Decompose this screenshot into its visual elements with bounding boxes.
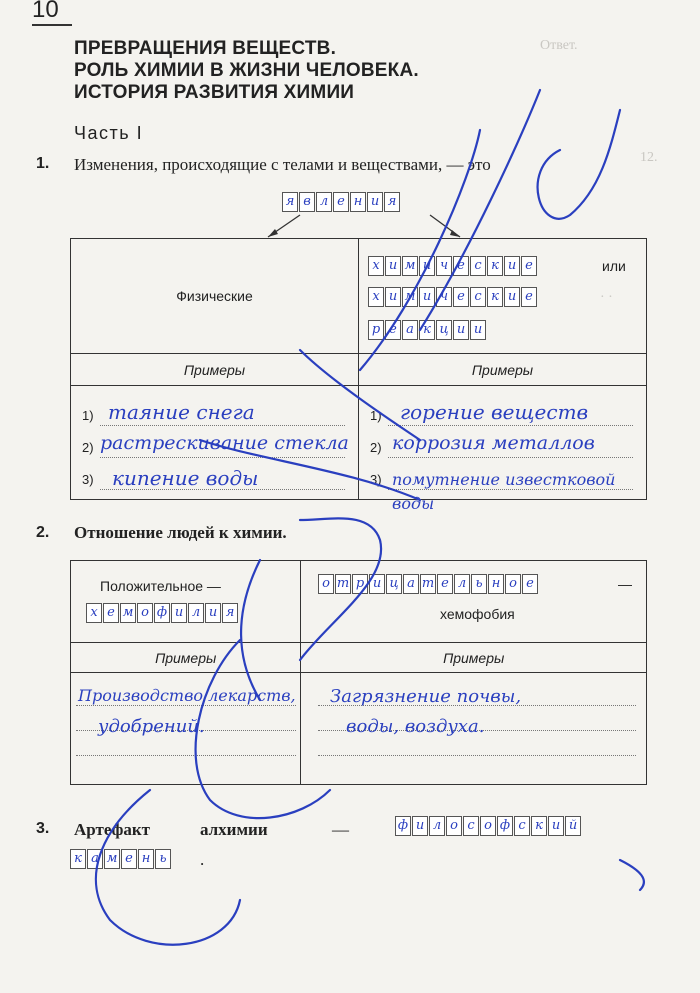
letter-box: ф [395,816,411,836]
letter-box: и [385,287,401,307]
question-number: 2. [36,524,50,541]
examples-label: Примеры [301,643,647,673]
item-number: 2) [370,440,382,455]
letter-box: и [385,256,401,276]
letter-box: е [103,603,119,623]
letter-box: с [470,256,486,276]
examples-label: Примеры [71,354,359,386]
letter-box: а [402,320,418,340]
item-number: 3) [370,472,382,487]
letter-box: к [70,849,86,869]
letter-box: н [350,192,366,212]
letter-box: ф [497,816,513,836]
answer-positive-line2: удобрений. [98,716,205,737]
period: . [200,850,205,869]
letter-box: е [333,192,349,212]
question-number: 3. [36,820,50,837]
title-line: ПРЕВРАЩЕНИЯ ВЕЩЕСТВ. [74,38,337,59]
page-number: 10 [32,0,72,26]
letter-box: о [318,574,334,594]
letter-box: и [412,816,428,836]
answer-chemical-3: помутнение известковой воды [392,470,616,513]
letter-box: к [487,256,503,276]
question-text-a: Артефакт [74,820,151,839]
answer-chemical-1: горение веществ [400,400,589,424]
letter-box: е [385,320,401,340]
letter-box: л [429,816,445,836]
letter-box: л [454,574,470,594]
letter-box: ч [436,287,452,307]
answer-positive-line1: Производство лекарств, [78,686,296,705]
letter-box: л [316,192,332,212]
letter-box: с [463,816,479,836]
letter-box: и [369,574,385,594]
letter-box: а [403,574,419,594]
letter-box: м [402,287,418,307]
question-number: 1. [36,155,50,172]
letter-box: р [352,574,368,594]
item-number: 1) [370,408,382,423]
letter-box: й [565,816,581,836]
letter-box: ь [155,849,171,869]
question-text: Изменения, происходящие с телами и веществами, — это [74,155,491,174]
letter-box: м [104,849,120,869]
letter-box: е [121,849,137,869]
letter-box: и [419,287,435,307]
letter-box: о [446,816,462,836]
letter-box: е [453,256,469,276]
letter-box: ч [436,256,452,276]
letter-box: л [188,603,204,623]
letter-box: и [205,603,221,623]
item-number: 3) [82,472,94,487]
letter-box: и [504,256,520,276]
letter-box: я [222,603,238,623]
answer-physical-2: растрескивание стекла [100,432,349,454]
letter-box: х [368,287,384,307]
dash: — [618,576,632,592]
letter-box: е [521,287,537,307]
bleed-through-text: 12. [640,150,658,165]
bleed-through-text: · · [600,290,613,305]
positive-label: Положительное — [100,578,221,594]
letter-box: с [514,816,530,836]
letter-box: и [453,320,469,340]
letter-box: е [437,574,453,594]
question-text: Отношение людей к химии. [74,523,287,542]
letter-box: ц [386,574,402,594]
letter-box: е [522,574,538,594]
letter-box: о [480,816,496,836]
letter-box: р [368,320,384,340]
answer-negative-line2: воды, воздуха. [346,716,485,737]
letter-box: ф [154,603,170,623]
dash: — [332,820,349,839]
letter-box: о [137,603,153,623]
examples-label: Примеры [359,354,647,386]
letter-box: я [282,192,298,212]
examples-label: Примеры [71,643,301,673]
letter-box: н [488,574,504,594]
letter-box: и [548,816,564,836]
letter-box: и [171,603,187,623]
answer-chemical-2: коррозия металлов [392,432,595,454]
letter-box: и [504,287,520,307]
hemophobia-label: хемофобия [440,606,515,622]
letter-box: к [419,320,435,340]
letter-box: я [384,192,400,212]
answer-physical-3: кипение воды [112,466,259,490]
letter-box: в [299,192,315,212]
title-line: РОЛЬ ХИМИИ В ЖИЗНИ ЧЕЛОВЕКА. [74,60,419,81]
letter-box: х [86,603,102,623]
answer-physical-1: таяние снега [108,400,255,424]
letter-box: т [420,574,436,594]
letter-box: т [335,574,351,594]
letter-box: е [521,256,537,276]
part-label: Часть I [74,123,144,143]
letter-box: м [402,256,418,276]
letter-box: о [505,574,521,594]
title-line: ИСТОРИЯ РАЗВИТИЯ ХИМИИ [74,82,355,103]
header-physical: Физические [71,239,359,354]
bleed-through-text: Ответ. [540,38,578,53]
letter-box: а [87,849,103,869]
answer-negative-line1: Загрязнение почвы, [330,686,522,707]
or-label: или [602,258,626,274]
letter-box: и [419,256,435,276]
letter-box: х [368,256,384,276]
letter-box: ь [471,574,487,594]
letter-box: и [470,320,486,340]
letter-box: и [367,192,383,212]
letter-box: е [453,287,469,307]
item-number: 1) [82,408,94,423]
letter-box: н [138,849,154,869]
letter-box: к [531,816,547,836]
item-number: 2) [82,440,94,455]
letter-box: к [487,287,503,307]
letter-box: м [120,603,136,623]
question-text-b: алхимии [200,820,268,839]
letter-box: с [470,287,486,307]
letter-box: ц [436,320,452,340]
